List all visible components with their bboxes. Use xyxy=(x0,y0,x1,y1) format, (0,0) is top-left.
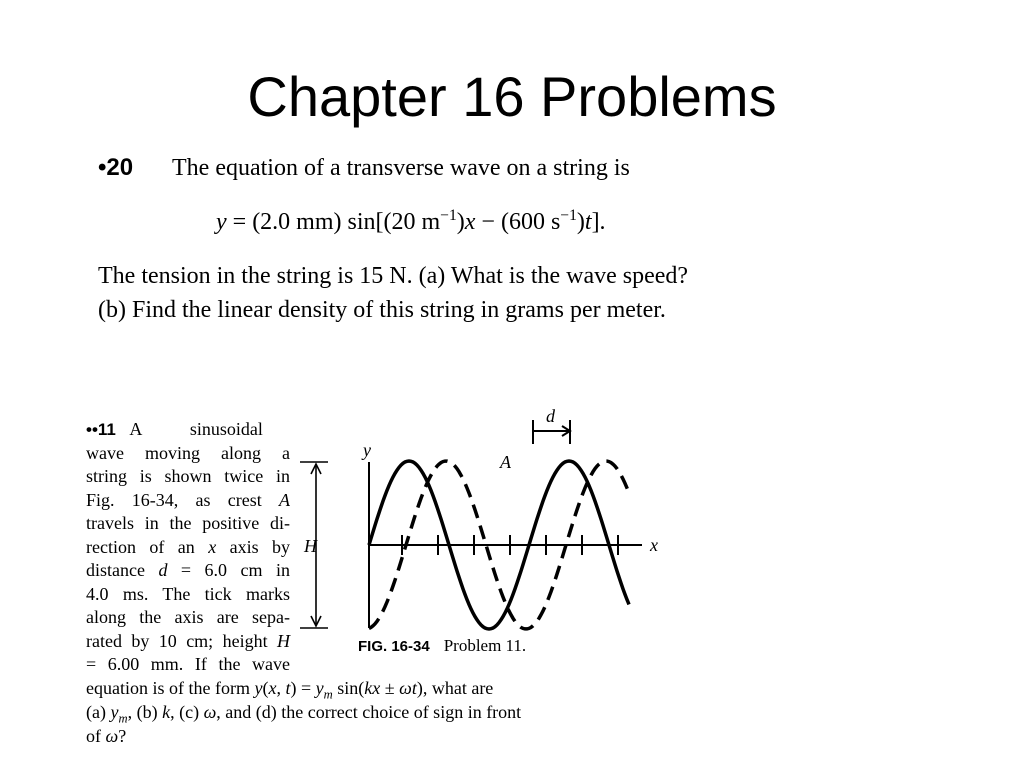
y-axis-label: y xyxy=(363,440,371,460)
problem-20-equation: y = (2.0 mm) sin[(20 $m^{-1})x - (600$ $s^{-1})t$]. xyxy=(216,207,606,235)
problem-11-line-4: Fig. 16-34, as crest A xyxy=(86,489,290,510)
problem-11-line-11: = 6.00 mm. If the wave xyxy=(86,654,290,674)
figure-label: FIG. 16-34 xyxy=(358,638,430,655)
problem-20-line-1: The tension in the string is 15 N. (a) What is the wave speed? xyxy=(98,263,689,289)
problem-11-line-1: ••11 A sinusoidal xyxy=(86,419,263,439)
problem-11-line-9: along the axis are sepa- xyxy=(86,607,290,627)
problem-20-number: •20 xyxy=(98,154,134,181)
problem-11-line-6: rection of an x axis by xyxy=(86,536,290,557)
problem-11-text xyxy=(86,418,290,677)
problem-11-line-8: 4.0 ms. The tick marks xyxy=(86,583,290,604)
problem-20-intro: The equation of a transverse wave on a string is xyxy=(172,155,630,181)
x-axis-label: x xyxy=(650,535,658,555)
wave-figure xyxy=(290,400,680,640)
problem-20-text xyxy=(98,259,838,327)
problem-11-line-2: wave moving along a xyxy=(86,442,290,463)
problem-11-line-3: string is shown twice in xyxy=(86,466,290,486)
h-label: H xyxy=(304,536,317,556)
problem-11-line-10: rated by 10 cm; height H xyxy=(86,630,290,651)
problem-11-line-13: (a) $y_m$, (b) k, (c) ω, and (d) the correct choice of sign in front xyxy=(86,702,522,726)
figure-caption-text: Problem 11. xyxy=(443,636,527,655)
problem-11-line-12: equation is of the form y(x, $t) = y_m$ sin(kx ± ωt), what are xyxy=(86,678,494,702)
problem-20-line-2: (b) Find the linear density of this string in grams per meter. xyxy=(98,297,666,323)
slide-title: Chapter 16 Problems xyxy=(247,65,777,128)
problem-11-line-5: travels in the positive di- xyxy=(86,513,290,533)
crest-a-label: A xyxy=(500,452,511,472)
problem-11-line-7: distance d = 6.0 cm in xyxy=(86,560,290,580)
problem-11-number: ••11 xyxy=(86,420,116,439)
problem-11-line-14: of ω? xyxy=(86,726,127,746)
d-label: d xyxy=(546,406,555,426)
figure-caption xyxy=(358,636,526,656)
